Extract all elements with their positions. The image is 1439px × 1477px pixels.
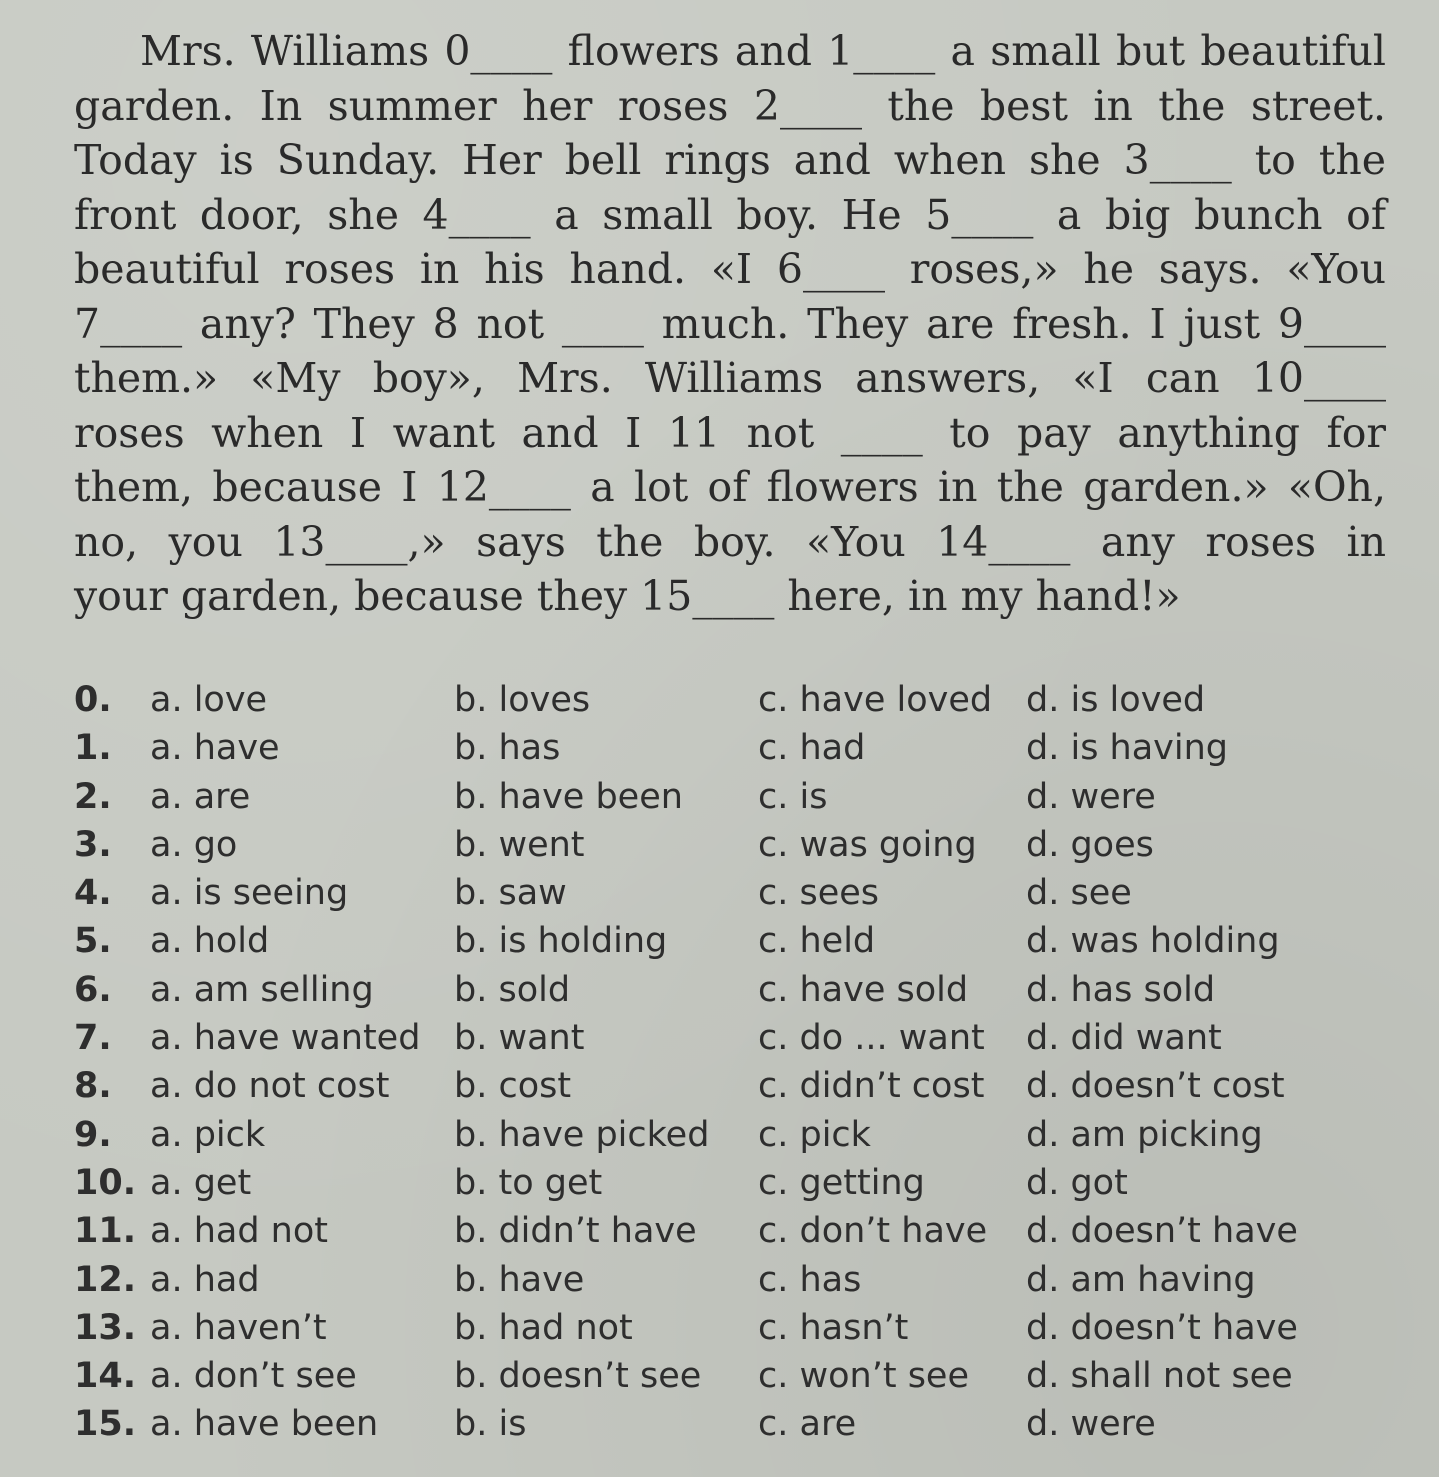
option-a: a. had <box>150 1259 260 1300</box>
question-number: 6. <box>74 969 112 1010</box>
option-row <box>74 1014 1374 1062</box>
option-c: c. have loved <box>758 680 993 720</box>
option-d: d. doesn’t have <box>1026 1211 1298 1252</box>
option-row <box>74 1352 1374 1400</box>
option-a: a. don’t see <box>150 1356 357 1397</box>
option-b: b. didn’t have <box>454 1211 697 1252</box>
question-number: 13. <box>74 1307 137 1348</box>
option-row <box>74 1111 1374 1159</box>
passage-line: your garden, because they 15____ here, in my hand!» <box>74 572 1181 620</box>
question-number: 15. <box>74 1404 137 1445</box>
option-c: c. sees <box>758 873 880 914</box>
option-row <box>74 869 1374 917</box>
option-d: d. was holding <box>1026 921 1280 962</box>
option-a: a. go <box>150 824 238 865</box>
option-a: a. get <box>150 1162 252 1203</box>
option-c: c. are <box>758 1404 857 1445</box>
passage-line: Today is Sunday. Her bell rings and when she 3____ to the <box>74 136 1386 184</box>
passage-line: them, because I 12____ a lot of flowers in the garden.» «Oh, <box>74 463 1386 511</box>
option-d: d. has sold <box>1026 969 1216 1010</box>
question-number: 14. <box>74 1356 137 1397</box>
option-row <box>74 724 1374 772</box>
passage-line: Mrs. Williams 0____ flowers and 1____ a small but beautiful <box>140 27 1386 75</box>
answer-options-table <box>74 676 1374 1449</box>
passage-line: them.» «My boy», Mrs. Williams answers, «I can 10____ <box>74 354 1386 402</box>
option-b: b. is holding <box>454 921 668 962</box>
option-d: d. goes <box>1026 824 1154 865</box>
option-b: b. went <box>454 824 585 865</box>
option-a: a. is seeing <box>150 873 349 914</box>
option-row <box>74 1256 1374 1304</box>
option-d: d. is having <box>1026 728 1229 769</box>
question-number: 1. <box>74 728 112 769</box>
question-number: 3. <box>74 824 112 865</box>
option-d: d. shall not see <box>1026 1356 1293 1397</box>
option-row <box>74 773 1374 821</box>
option-c: c. have sold <box>758 969 969 1010</box>
option-b: b. is <box>454 1404 527 1445</box>
option-a: a. have wanted <box>150 1018 421 1059</box>
question-number: 7. <box>74 1018 112 1059</box>
option-a: a. haven’t <box>150 1307 327 1348</box>
option-a: a. love <box>150 680 268 720</box>
option-a: a. have <box>150 728 280 769</box>
option-c: c. has <box>758 1259 862 1300</box>
option-c: c. pick <box>758 1114 871 1155</box>
option-row <box>74 1304 1374 1352</box>
option-b: b. doesn’t see <box>454 1356 702 1397</box>
passage-line: no, you 13____,» says the boy. «You 14____ any roses in <box>74 517 1386 566</box>
passage-line: front door, she 4____ a small boy. He 5____ a big bunch of <box>74 190 1386 239</box>
option-d: d. were <box>1026 776 1156 817</box>
option-d: d. is loved <box>1026 680 1206 720</box>
option-b: b. cost <box>454 1066 572 1107</box>
option-b: b. have been <box>454 776 683 817</box>
option-c: c. getting <box>758 1162 925 1203</box>
option-b: b. had not <box>454 1307 633 1348</box>
question-number: 9. <box>74 1114 112 1155</box>
question-number: 12. <box>74 1259 137 1300</box>
question-number: 11. <box>74 1211 137 1252</box>
option-d: d. did want <box>1026 1018 1222 1059</box>
option-d: d. were <box>1026 1404 1156 1445</box>
option-c: c. is <box>758 776 828 817</box>
option-a: a. do not cost <box>150 1066 390 1107</box>
option-c: c. do ... want <box>758 1018 985 1059</box>
question-number: 8. <box>74 1066 112 1107</box>
option-row <box>74 821 1374 869</box>
option-b: b. has <box>454 728 561 769</box>
question-number: 2. <box>74 776 112 817</box>
question-number: 4. <box>74 873 112 914</box>
option-a: a. hold <box>150 921 270 962</box>
option-b: b. to get <box>454 1162 603 1203</box>
option-a: a. have been <box>150 1404 379 1445</box>
option-row <box>74 917 1374 965</box>
option-c: c. didn’t cost <box>758 1066 985 1107</box>
option-b: b. want <box>454 1018 585 1059</box>
option-d: d. am picking <box>1026 1114 1263 1155</box>
option-b: b. sold <box>454 969 571 1010</box>
passage-line: roses when I want and I 11 not ____ to pay anything for <box>74 408 1386 457</box>
option-c: c. had <box>758 728 866 769</box>
option-a: a. pick <box>150 1114 266 1155</box>
option-c: c. was going <box>758 824 977 865</box>
question-number: 10. <box>74 1162 137 1203</box>
passage-line: beautiful roses in his hand. «I 6____ roses,» he says. «You <box>74 245 1386 293</box>
option-row <box>74 966 1374 1014</box>
option-c: c. won’t see <box>758 1356 969 1397</box>
option-b: b. have <box>454 1259 585 1300</box>
option-c: c. hasn’t <box>758 1307 909 1348</box>
option-row <box>74 1400 1374 1448</box>
option-d: d. got <box>1026 1162 1128 1203</box>
option-b: b. saw <box>454 873 567 914</box>
option-row <box>74 1159 1374 1207</box>
passage-line: 7____ any? They 8 not ____ much. They are fresh. I just 9____ <box>74 299 1386 348</box>
option-b: b. have picked <box>454 1114 710 1155</box>
option-a: a. are <box>150 776 251 817</box>
option-d: d. doesn’t have <box>1026 1307 1298 1348</box>
option-row <box>74 676 1374 724</box>
question-number: 5. <box>74 921 112 962</box>
option-b: b. loves <box>454 680 591 720</box>
option-row <box>74 1062 1374 1110</box>
option-d: d. am having <box>1026 1259 1256 1300</box>
option-d: d. doesn’t cost <box>1026 1066 1285 1107</box>
option-d: d. see <box>1026 873 1132 914</box>
option-a: a. had not <box>150 1211 328 1252</box>
cloze-passage <box>74 24 1386 624</box>
option-c: c. don’t have <box>758 1211 988 1252</box>
question-number: 0. <box>74 680 112 720</box>
passage-line: garden. In summer her roses 2____ the best in the street. <box>74 81 1386 130</box>
option-row <box>74 1207 1374 1255</box>
option-a: a. am selling <box>150 969 374 1010</box>
option-c: c. held <box>758 921 876 962</box>
